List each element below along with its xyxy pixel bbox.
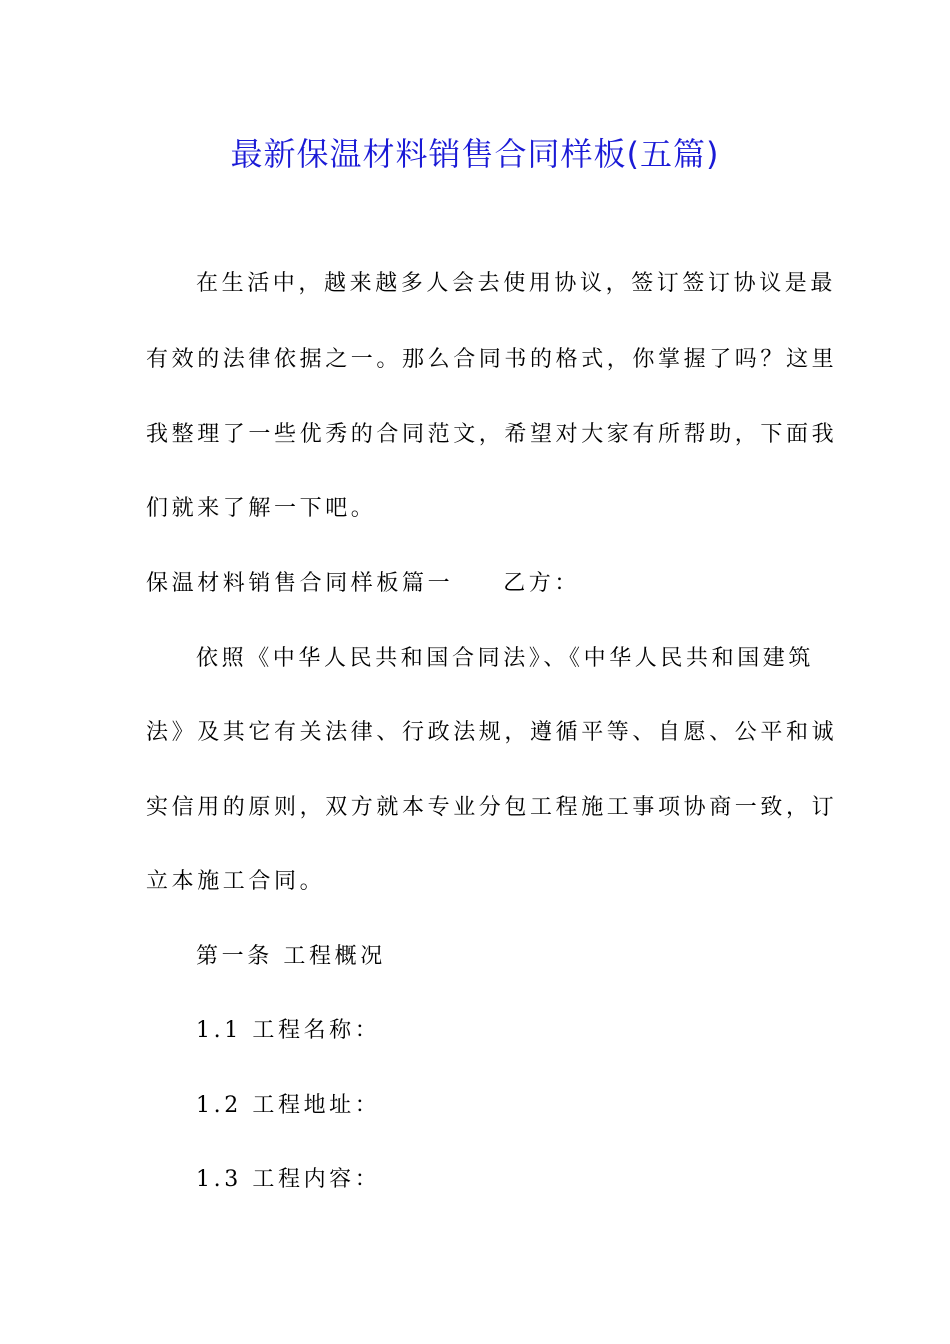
paragraph-intro-line-2: 有效的法律依据之一。那么合同书的格式，你掌握了吗？这里 xyxy=(146,347,838,372)
paragraph-basis-line-4: 立本施工合同。 xyxy=(146,869,326,894)
paragraph-basis-line-1: 依照《中华人民共和国合同法》、《中华人民共和国建筑 xyxy=(196,646,815,671)
clause-1-3: 1.3 工程内容： xyxy=(196,1167,381,1192)
article-one-heading: 第一条 工程概况 xyxy=(196,944,386,969)
document-title: 最新保温材料销售合同样板(五篇) xyxy=(230,135,720,173)
clause-1-1: 1.1 工程名称： xyxy=(196,1018,381,1043)
party-b-label: 乙方： xyxy=(503,571,581,596)
paragraph-intro-line-1: 在生活中，越来越多人会去使用协议，签订签订协议是最 xyxy=(196,271,837,296)
paragraph-basis-line-3: 实信用的原则，双方就本专业分包工程施工事项协商一致，订 xyxy=(146,795,838,820)
section-heading-line xyxy=(146,564,580,604)
clause-1-2: 1.2 工程地址： xyxy=(196,1093,381,1118)
paragraph-intro-line-3: 我整理了一些优秀的合同范文，希望对大家有所帮助，下面我 xyxy=(146,422,838,447)
section-heading: 保温材料销售合同样板篇一 xyxy=(146,571,454,596)
paragraph-intro-line-4: 们就来了解一下吧。 xyxy=(146,496,377,521)
paragraph-basis-line-2: 法》及其它有关法律、行政法规，遵循平等、自愿、公平和诚 xyxy=(146,720,838,745)
